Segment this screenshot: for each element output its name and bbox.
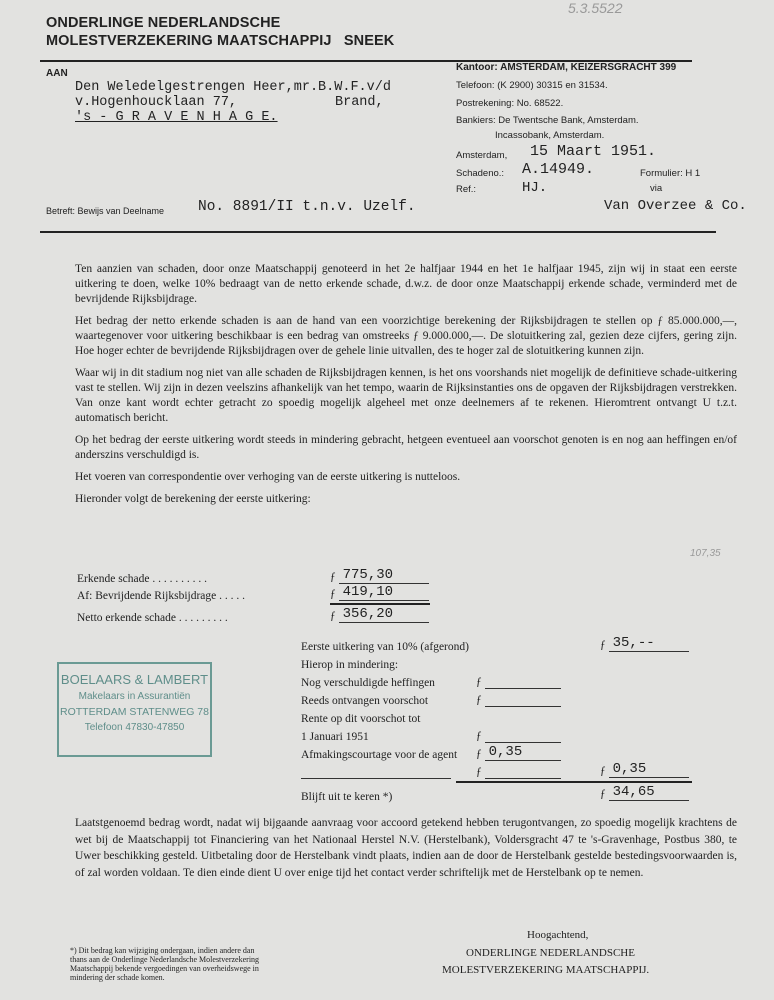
sum-rule: [330, 603, 430, 605]
archive-number: 5.3.5522: [568, 0, 623, 16]
place-label: Amsterdam,: [456, 150, 508, 161]
address-line2b: Brand,: [335, 95, 384, 110]
body-paragraph-1: Ten aanzien van schaden, door onze Maatschappij genoteerd in het 2e halfjaar 1944 en het 1e halfjaar 1945, zijn wij in staat een eerste uitkering te doen, welke 10% bedraagt van de netto erkende schade, d.w.z. de door onze Maatschappij erkende schade, verminderd met de bevrijdende Rijksbijdrage.: [75, 263, 737, 305]
greeting: Hoogachtend,: [527, 929, 589, 941]
eerste-label: Eerste uitkering van 10% (afgerond): [301, 641, 469, 653]
formulier: [640, 168, 700, 179]
letter-body: [75, 262, 737, 514]
stamp-line3: ROTTERDAM STATENWEG 78: [60, 706, 209, 718]
kantoor-label: Kantoor:: [456, 62, 498, 73]
blijft-value: 34,65: [609, 785, 689, 801]
via-label: via: [650, 183, 663, 194]
heffingen-label: Nog verschuldigde heffingen: [301, 677, 435, 689]
courtage-row: [476, 745, 561, 761]
currency: ƒ: [330, 571, 336, 583]
body-paragraph-5: Het voeren van correspondentie over verhoging van de eerste uitkering is nutteloos.: [75, 471, 461, 483]
erkende-value: 775,30: [339, 568, 429, 584]
ref: HJ.: [522, 180, 548, 196]
voorschot-row: [476, 692, 561, 707]
courtage-label: Afmakingscourtage voor de agent: [301, 749, 458, 761]
currency: ƒ: [600, 788, 606, 800]
office-phone: Telefoon: (K 2900) 30315 en 31534.: [456, 80, 608, 91]
currency: ƒ: [330, 610, 336, 622]
formulier-label: Formulier:: [640, 168, 683, 179]
stamp-line1: BOELAARS & LAMBERT: [60, 672, 209, 687]
address-city: 's - G R A V E N H A G E.: [75, 110, 278, 125]
blank-line: [301, 778, 451, 779]
office-address: [456, 62, 676, 73]
netto-value: 356,20: [339, 607, 429, 623]
closing-paragraph: Laatstgenoemd bedrag wordt, nadat wij bijgaande aanvraag voor accoord getekend hebben terugontvangen, zo spoedig mogelijk krachtens de wet bij de Maatschappij tot Financiering van het Nationaal Herstel N.V. (Herstelbank), Voldersgracht 47 te 's-Gravenhage, Postbus 380, te Uwer beschikking gesteld. Uitbetaling door de Herstelbank vindt plaats, indien aan de door de Herstelbank gestelde bestedingsvoorwaarden is, of zal worden voldaan. Te dien einde dient U over enige tijd het contact verder schriftelijk met de Herstelbank op te nemen.: [75, 817, 737, 879]
body-paragraph-3: Waar wij in dit stadium nog niet van alle schaden de Rijksbijdragen kennen, is het ons voorshands niet mogelijk de definitieve schade-uitkering vast te stellen. Wij zijn in dezen veelszins afhankelijk van het tempo, waarin de Rijksinstanties ons de opgaven der Rijksbijdragen verstrekken. Van onze kant wordt echter getracht zo spoedig mogelijk algeheel met onze deelnemers af te rekenen. Hieromtrent ontvangt U t.z.t. automatisch bericht.: [75, 367, 737, 424]
total-rule: [456, 781, 692, 783]
rijks-value: 419,10: [339, 585, 429, 601]
date: 15 Maart 1951.: [530, 143, 657, 160]
blijft-label: Blijft uit te keren *): [301, 791, 393, 803]
subtotal-row: [600, 762, 689, 778]
signature-line2: MOLESTVERZEKERING MAATSCHAPPIJ.: [442, 964, 650, 976]
currency: ƒ: [476, 694, 482, 706]
body-paragraph-2: Het bedrag der netto erkende schaden is aan de hand van een voorzichtige berekening der Rijksbijdragen te stellen op ƒ 85.000.000,—, waartegenover voor uitkering beschikbaar is een bedrag van omstreeks ƒ 9.000.000,—. De slotuitkering zal, gezien deze cijfers, gering zijn. Hoe hoger echter de bevrijdende Rijksbijdragen over de gehele linie uitvallen, des te hoger zal de slotuitkering kunnen zijn.: [75, 315, 737, 357]
broker-stamp: [57, 662, 212, 757]
address-line2: v.Hogenhoucklaan 77,: [75, 95, 238, 110]
currency: ƒ: [476, 748, 482, 760]
netto-label: Netto erkende schade . . . . . . . . .: [77, 612, 228, 624]
letterhead: [46, 14, 394, 50]
subject-value: No. 8891/II t.n.v. Uzelf.: [198, 199, 416, 215]
body-paragraph-6: Hieronder volgt de berekening der eerste uitkering:: [75, 493, 311, 505]
footnote: *) Dit bedrag kan wijziging ondergaan, indien andere dan thans aan de Onderlinge Nederlandsche Molestverzekering Maatschappij bekende vergoedingen van overheidswege in mindering der schade komen.: [70, 946, 260, 982]
office-postrekening: Postrekening: No. 68522.: [456, 98, 564, 109]
via-agent: Van Overzee & Co.: [604, 198, 747, 214]
kantoor-value: AMSTERDAM, KEIZERSGRACHT 399: [500, 62, 677, 73]
pencil-note: 107,35: [690, 548, 721, 559]
subject-rule: [40, 231, 716, 233]
rente-row: [476, 728, 561, 743]
voorschot-label: Reeds ontvangen voorschot: [301, 695, 429, 707]
letterhead-line2: MOLESTVERZEKERING MAATSCHAPPIJ: [46, 33, 332, 49]
formulier-value: H 1: [685, 168, 701, 179]
rente-label: Rente op dit voorschot tot: [301, 713, 421, 725]
office-bankers: Bankiers: De Twentsche Bank, Amsterdam.: [456, 115, 639, 126]
mindering-label: Hierop in mindering:: [301, 659, 399, 671]
schadeno-label: Schadeno.:: [456, 168, 505, 179]
heffingen-row: [476, 674, 561, 689]
eerste-value: 35,--: [609, 636, 689, 652]
ref-label: Ref.:: [456, 184, 477, 195]
currency: ƒ: [476, 676, 482, 688]
erkende-row: [330, 568, 429, 584]
netto-row: [330, 607, 429, 623]
currency: ƒ: [600, 639, 606, 651]
erkende-label: Erkende schade . . . . . . . . . .: [77, 573, 207, 585]
body-paragraph-4: Op het bedrag der eerste uitkering wordt steeds in mindering gebracht, hetgeen eventueel aan voorschot genoten is en nog aan heffingen en/of anderszins verschuldigd is.: [75, 434, 737, 461]
voorschot-value: [485, 692, 561, 707]
heffingen-value: [485, 674, 561, 689]
rente-date: 1 Januari 1951: [301, 731, 369, 743]
stamp-line4: Telefoon 47830-47850: [84, 722, 185, 733]
schadeno: A.14949.: [522, 161, 595, 178]
currency: ƒ: [476, 730, 482, 742]
courtage-value: 0,35: [485, 745, 561, 761]
recipient-address: [75, 80, 391, 125]
letterhead-city: SNEEK: [343, 33, 395, 49]
rente-value: [485, 728, 561, 743]
currency: ƒ: [330, 588, 336, 600]
blank-value: [485, 764, 561, 779]
address-line1: Den Weledelgestrengen Heer,mr.B.W.F.v/d: [75, 80, 391, 95]
subject-label: Betreft: Bewijs van Deelname: [46, 206, 165, 216]
stamp-line2: Makelaars in Assurantiën: [78, 691, 191, 702]
subtotal-value: 0,35: [609, 762, 689, 778]
blank-row: [476, 764, 561, 779]
currency: ƒ: [600, 765, 606, 777]
rijks-row: [330, 585, 429, 601]
currency: ƒ: [476, 766, 482, 778]
rijks-label: Af: Bevrijdende Rijksbijdrage . . . . .: [77, 590, 245, 602]
blijft-row: [600, 785, 689, 801]
signature-line1: ONDERLINGE NEDERLANDSCHE: [466, 947, 635, 959]
eerste-row: [600, 636, 689, 652]
letterhead-line1: ONDERLINGE NEDERLANDSCHE: [46, 15, 281, 31]
recipient-label: AAN: [46, 68, 68, 79]
office-bankers-2: Incassobank, Amsterdam.: [495, 130, 605, 141]
